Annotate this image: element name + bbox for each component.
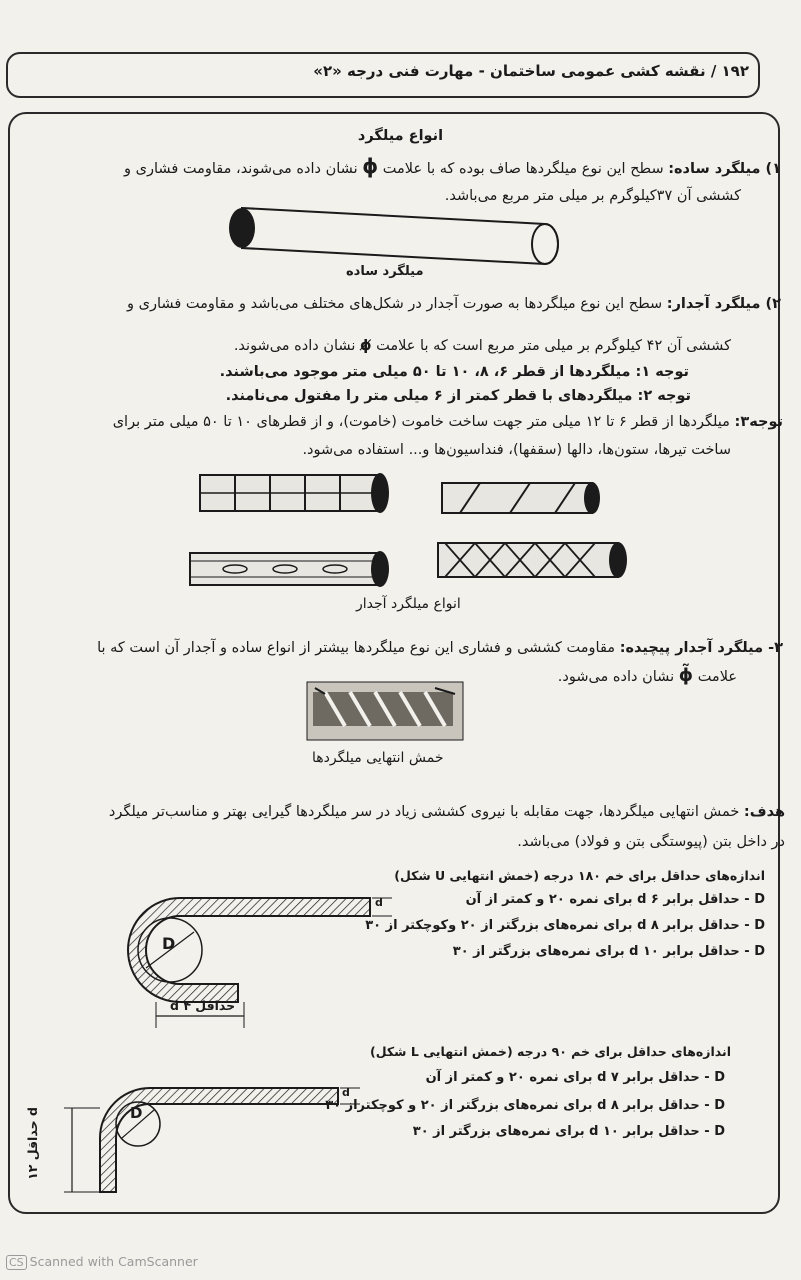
complex-rebar-title: ۳- میلگرد آجدار پیچیده: (619, 640, 783, 656)
complex-rebar-line2 (558, 664, 737, 689)
deformed-rebar-text1: سطح این نوع میلگردها به صورت آجدار در شکل‌های مختلف می‌باشد و مقاومت فشاری و (127, 296, 663, 312)
plain-rebar-title: ۱) میلگرد ساده: (668, 161, 781, 177)
hook90-diagram (60, 1080, 370, 1210)
goal-line1 (109, 800, 785, 824)
complex-symbol: ϕ̃ (678, 665, 694, 686)
goal-line2: در داخل بتن (پیوستگی بتن و فولاد) می‌باشد. (517, 834, 785, 850)
note-3-text1: میلگردها از قطر ۶ تا ۱۲ میلی متر جهت ساخت خاموت (خاموت)، و از قطرهای ۱۰ تا ۵۰ میلی متر برای (112, 414, 730, 430)
end-bend-caption: خمش انتهایی میلگردها (312, 750, 444, 766)
rebar-type-4 (438, 542, 627, 578)
section-title: انواع میلگرد (357, 128, 444, 144)
plain-rebar-line1 (124, 154, 781, 181)
hook180-rule-3: D - حداقل برابر ۱۰ d برای نمره‌های بزرگتر از ۳۰ (452, 944, 765, 959)
deformed-rebar-types-figure (180, 465, 630, 595)
goal-text1: خمش انتهایی میلگردها، جهت مقابله با نیروی کششی زیاد در سر میلگردها گیرایی بهتر و مناسب‌تر میلگرد (108, 804, 740, 820)
hook90-heading: اندازه‌های حداقل برای خم ۹۰ درجه (خمش انتهایی L شکل) (370, 1044, 731, 1059)
deformed-rebar-title: ۲) میلگرد آجدار: (666, 296, 781, 312)
complex-rebar-text1: مقاومت کششی و فشاری این نوع میلگردها بیشتر از انواع ساده و آجدار آن است که با (97, 640, 616, 656)
deformed-rebar-line2 (234, 334, 731, 358)
hook90-rule-1: D - حداقل برابر ۷ d برای نمره ۲۰ و کمتر از آن (425, 1070, 725, 1085)
complex-rebar-text2b: نشان داده می‌شود. (557, 669, 675, 685)
end-bend-photo (305, 680, 465, 742)
hook180-label-d: d (375, 896, 383, 909)
hook180-rule-1: D - حداقل برابر ۶ d برای نمره ۲۰ و کمتر از آن (465, 892, 765, 907)
goal-title: هدف: (743, 804, 785, 820)
plain-rebar-line2: کششی آن ۳۷کیلوگرم بر میلی متر مربع می‌باشد. (444, 188, 741, 204)
hook180-label-D: D (162, 934, 176, 953)
plain-rebar-figure (220, 200, 565, 270)
deformed-rebar-text2: کششی آن ۴۲ کیلوگرم بر میلی متر مربع است که با علامت (376, 338, 731, 354)
complex-rebar-line1 (97, 636, 783, 660)
note-2: توجه ۲: میلگردهای با قطر کمتر از ۶ میلی متر را مفتول می‌نامند. (225, 388, 691, 404)
camscanner-logo: CS (6, 1255, 27, 1270)
hook180-heading: اندازه‌های حداقل برای خم ۱۸۰ درجه (خمش انتهایی U شکل) (394, 868, 765, 883)
hook180-diagram (110, 888, 400, 1038)
rebar-type-3 (190, 551, 389, 587)
hook90-rule-3: D - حداقل برابر ۱۰ d برای نمره‌های بزرگتر از ۳۰ (412, 1124, 725, 1139)
note-3-line2: ساخت تیرها، ستون‌ها، دالها (سقفها)، فنداسیون‌ها و... استفاده می‌شود. (302, 442, 731, 458)
plain-rebar-text1b: نشان داده می‌شوند، مقاومت فشاری و (124, 161, 358, 177)
rebar-type-2 (442, 482, 600, 514)
camscanner-text: Scanned with CamScanner (29, 1254, 198, 1269)
complex-rebar-text2: علامت (697, 669, 737, 685)
deformed-rebar-text2b: نشان داده می‌شوند. (233, 338, 356, 354)
plain-symbol: ϕ (362, 154, 379, 178)
plain-rebar-caption: میلگرد ساده (346, 264, 424, 279)
hook180-rule-2: D - حداقل برابر ۸ d برای نمره‌های بزرگتر از ۲۰ وکوچکتر از ۳۰ (365, 918, 765, 933)
hook180-dim-label: حداقل ۴ d (170, 998, 236, 1013)
note-3-line1 (113, 410, 783, 434)
deformed-symbol: ϕ̸ (359, 338, 372, 354)
note-1: توجه ۱: میلگردها از قطر ۶، ۸، ۱۰ تا ۵۰ میلی متر موجود می‌باشند. (219, 364, 689, 380)
note-3-title: توجه۳: (734, 414, 783, 430)
deformed-types-caption: انواع میلگرد آجدار (356, 596, 461, 612)
hook90-label-D: D (130, 1104, 143, 1122)
rebar-type-1 (200, 473, 389, 513)
camscanner-watermark (6, 1254, 198, 1270)
plain-rebar-text1: سطح این نوع میلگردها صاف بوده که با علامت (382, 161, 664, 177)
hook90-rule-2: D - حداقل برابر ۸ d برای نمره‌های بزرگتر از ۲۰ و کوچکتراز ۳۰ (325, 1098, 725, 1113)
hook90-label-d: d (342, 1086, 350, 1099)
hook90-dim-label: حداقل ۱۲ d (24, 1107, 40, 1180)
deformed-rebar-line1 (127, 292, 781, 316)
page-header-title: ۱۹۲ / نقشه کشی عمومی ساختمان - مهارت فنی درجه «۲» (313, 62, 749, 80)
